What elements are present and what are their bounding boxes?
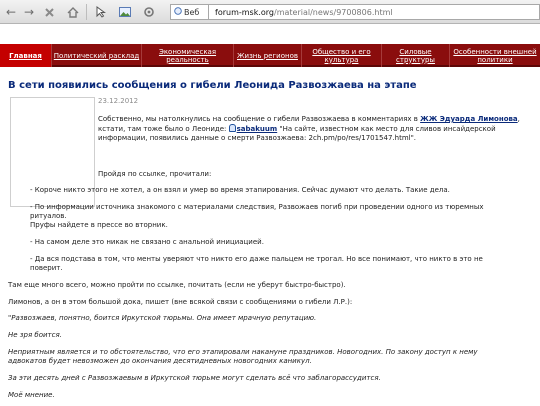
nav-item-main[interactable]: Главная (0, 44, 52, 67)
toolbar-separator (86, 4, 87, 20)
cursor-icon[interactable] (92, 4, 110, 20)
article-paragraph-4: Лимонов, а он в этом большой дока, пишет (вне всякой связи с сообщениями о гибели Л.Р.): (8, 298, 353, 306)
quote-3: - На самом деле это никак не связано с анальной инициацией. (30, 238, 264, 246)
stop-icon[interactable] (40, 4, 58, 20)
search-engine-label: Веб (184, 7, 200, 17)
limonov-quote-4: За эти десять дней с Развозжаевым в Иркутской тюрьме могут сделать всё что заблагорассудится. (8, 374, 381, 382)
web-search-icon (174, 7, 182, 17)
article-paragraph-3: Там еще много всего, можно пройти по ссылке, почитать (если не уберут быстро-быстро). (8, 281, 346, 289)
home-icon[interactable] (64, 4, 82, 20)
nav-item-foreign-policy[interactable]: Особенности внешней политики (453, 47, 537, 64)
quote-4: - Да вся подстава в том, что менты уверяют что никто его даже пальцем не трогал. Но все понимают, что никто в это не поверит. (30, 255, 483, 272)
nav-item-security[interactable]: Силовые структуры (382, 44, 450, 67)
search-engine-selector[interactable] (170, 4, 208, 20)
limonov-quote-3: Неприятным является и то обстоятельство, что его этапировали накануне праздников. Новогодних. По закону доступ к нему адвокатов будет невозможен до окончания десятидневных новогодних каникул. (8, 348, 478, 365)
url-path: /material/news/9700806.html (274, 7, 393, 17)
nav-item-society[interactable]: Общество и его культура (302, 44, 382, 67)
browser-toolbar (0, 0, 540, 24)
forward-arrow-icon[interactable]: → (23, 5, 35, 19)
article-date: 23.12.2012 (98, 97, 139, 105)
limonov-lj-link[interactable]: ЖЖ Эдуарда Лимонова (420, 115, 518, 123)
back-arrow-icon[interactable]: ← (5, 5, 17, 19)
address-bar[interactable] (208, 4, 540, 20)
limonov-quote-2: Не зря боится. (8, 331, 62, 339)
article-paragraph-2: Пройдя по ссылке, прочитали: (98, 170, 212, 178)
limonov-quote-5: Моё мнение. (8, 391, 55, 399)
article-title: В сети появились сообщения о гибели Леонида Развозжаева на этапе (8, 80, 417, 91)
nav-item-economy[interactable]: Экономическая реальность (142, 44, 234, 67)
quote-1: - Короче никто этого не хотел, а он взял и умер во время этапирования. Сейчас думают что делать. Такие дела. (30, 186, 450, 194)
image-icon[interactable] (116, 4, 134, 20)
user-icon (229, 124, 236, 132)
user-link[interactable]: sabakuum (236, 125, 278, 133)
url-domain: forum-msk.org (215, 7, 275, 17)
site-nav (0, 44, 540, 67)
quote-2: - По информации источника знакомого с материалами следствия, Развожаев погиб при проведении одного из тюремных ритуалов. (30, 203, 484, 220)
article-paragraph-1: Собственно, мы натолкнулись на сообщение о гибели Развозжаева в комментариях в ЖЖ Эдуарда Лимонова, кстати, там тоже было о Леониде: sabakuum "На сайте, известном как место для сливов инсайдерской информации, появились данные о смерти Развозжаева: 2ch.pm/po/res/1701547.html". (98, 115, 520, 142)
nav-item-regions[interactable]: Жизнь регионов (234, 44, 302, 67)
quote-2-continued: Пруфы найдете в прессе во вторник. (30, 221, 168, 229)
settings-icon[interactable] (140, 4, 158, 20)
nav-item-politics[interactable]: Политический расклад (52, 44, 142, 67)
limonov-quote-1: "Развозжаев, понятно, боится Иркутской тюрьмы. Она имеет мрачную репутацию. (8, 314, 317, 322)
